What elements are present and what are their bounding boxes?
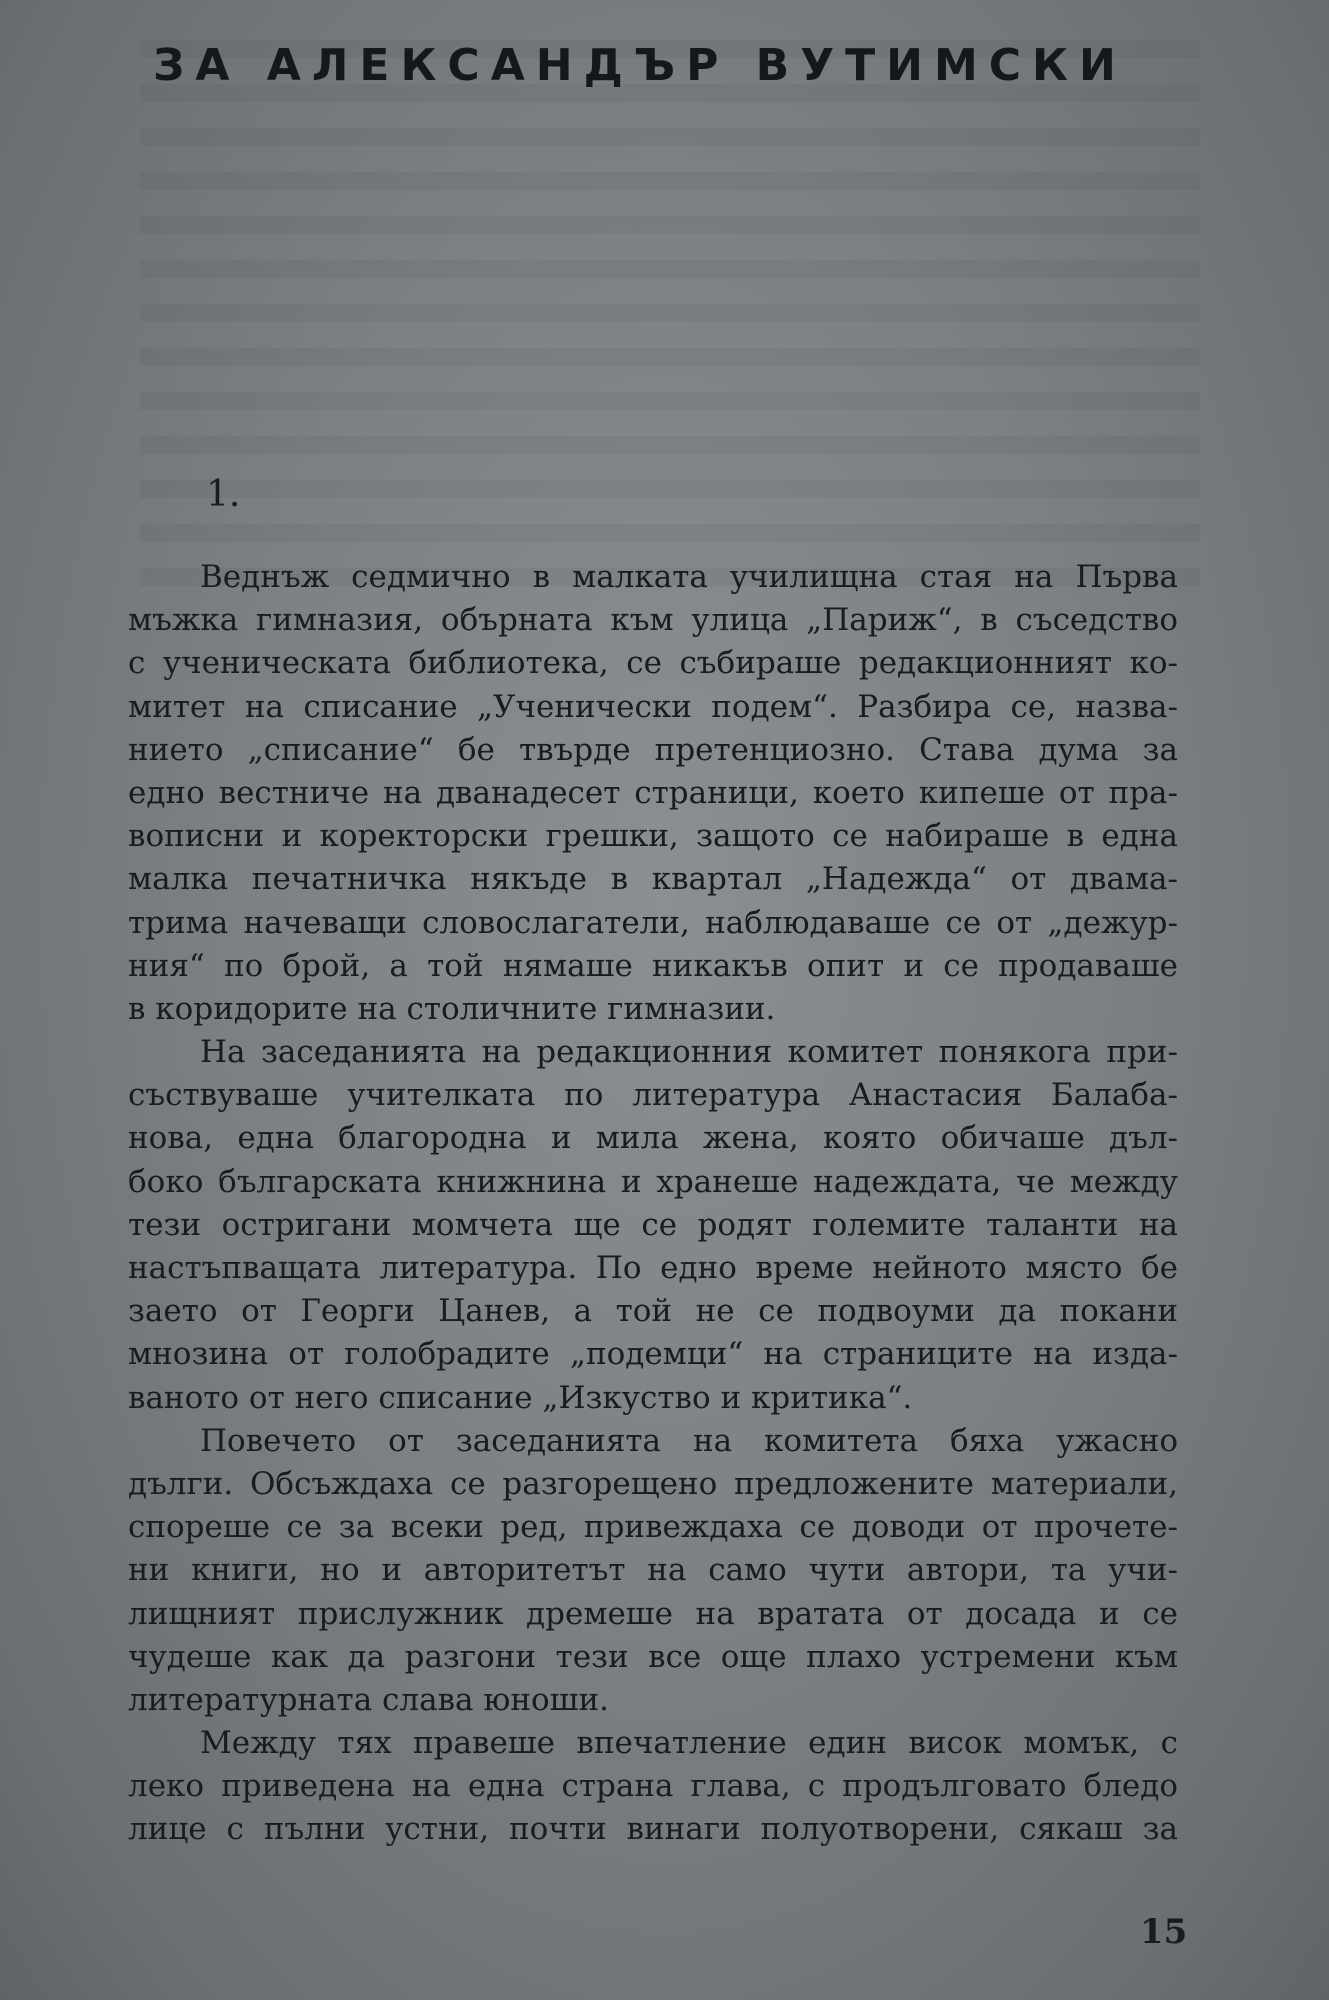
text-line: леко приведена на една страна глава, с продълговато бледо	[128, 1768, 1178, 1805]
text-line: лице с пълни устни, почти винаги полуотворени, сякаш за	[128, 1811, 1178, 1848]
text-line: спореше се за всеки ред, привеждаха се доводи от прочете-	[128, 1509, 1178, 1546]
bleed-through-text	[140, 40, 1200, 600]
text-line: На заседанията на редакционния комитет понякога при-	[200, 1034, 1178, 1071]
text-line: настъпващата литература. По едно време нейното място бе	[128, 1250, 1178, 1286]
paragraph	[128, 1420, 1178, 1722]
text-line: съствуваше учителката по литература Анастасия Балаба-	[128, 1077, 1178, 1114]
section-number: 1.	[206, 474, 241, 515]
text-line: литературната слава юноши.	[128, 1681, 610, 1718]
text-line: боко българската книжнина и хранеше надеждата, че между	[128, 1163, 1178, 1200]
text-line: мъжка гимназия, обърната към улица „Париж“, в съседство	[128, 602, 1178, 639]
chapter-title: ЗА АЛЕКСАНДЪР ВУТИМСКИ	[153, 40, 1127, 91]
text-line: заето от Георги Цанев, а той не се подвоуми да покани	[128, 1293, 1178, 1330]
text-line: лищният прислужник дремеше на вратата от досада и се	[128, 1595, 1178, 1632]
text-line: ваното от него списание „Изкуство и критика“.	[128, 1379, 913, 1416]
text-line: Между тях правеше впечатление един висок момък, с	[200, 1725, 1178, 1762]
text-line: дълги. Обсъждаха се разгорещено предложените материали,	[128, 1465, 1178, 1502]
text-line: малка печатничка някъде в квартал „Надежда“ от двама-	[128, 861, 1178, 898]
text-line: едно вестниче на дванадесет страници, което кипеше от пра-	[128, 774, 1178, 811]
paragraph	[128, 1031, 1178, 1420]
paragraph	[128, 1722, 1178, 1852]
text-line: трима начеващи словослагатели, наблюдаваше се от „дежур-	[128, 904, 1178, 941]
paragraph	[128, 556, 1178, 1031]
text-line: в коридорите на столичните гимназии.	[128, 990, 776, 1027]
text-line: с ученическата библиотека, се събираше редакционният ко-	[128, 645, 1178, 682]
text-line: тези остригани момчета ще се родят големите таланти на	[128, 1206, 1178, 1243]
text-line: нието „списание“ бе твърде претенциозно. Става дума за	[128, 731, 1178, 768]
text-line: Повечето от заседанията на комитета бяха ужасно	[200, 1422, 1178, 1459]
page-number: 15	[1140, 1912, 1188, 1952]
text-line: ния“ по брой, а той нямаше никакъв опит и се продаваше	[128, 947, 1178, 984]
text-line: нова, една благородна и мила жена, която обичаше дъл-	[128, 1120, 1178, 1157]
text-line: ни книги, но и авторитетът на само чути автори, та учи-	[128, 1552, 1178, 1589]
text-line: чудеше как да разгони тези все още плахо устремени към	[128, 1638, 1178, 1675]
text-line: Веднъж седмично в малката училищна стая на Първа	[200, 559, 1178, 595]
text-line: вописни и коректорски грешки, защото се набираше в една	[128, 818, 1178, 855]
body-text	[128, 556, 1178, 1852]
text-line: митет на списание „Ученически подем“. Разбира се, назва-	[128, 688, 1178, 725]
text-line: мнозина от голобрадите „подемци“ на страниците на изда-	[128, 1336, 1178, 1373]
